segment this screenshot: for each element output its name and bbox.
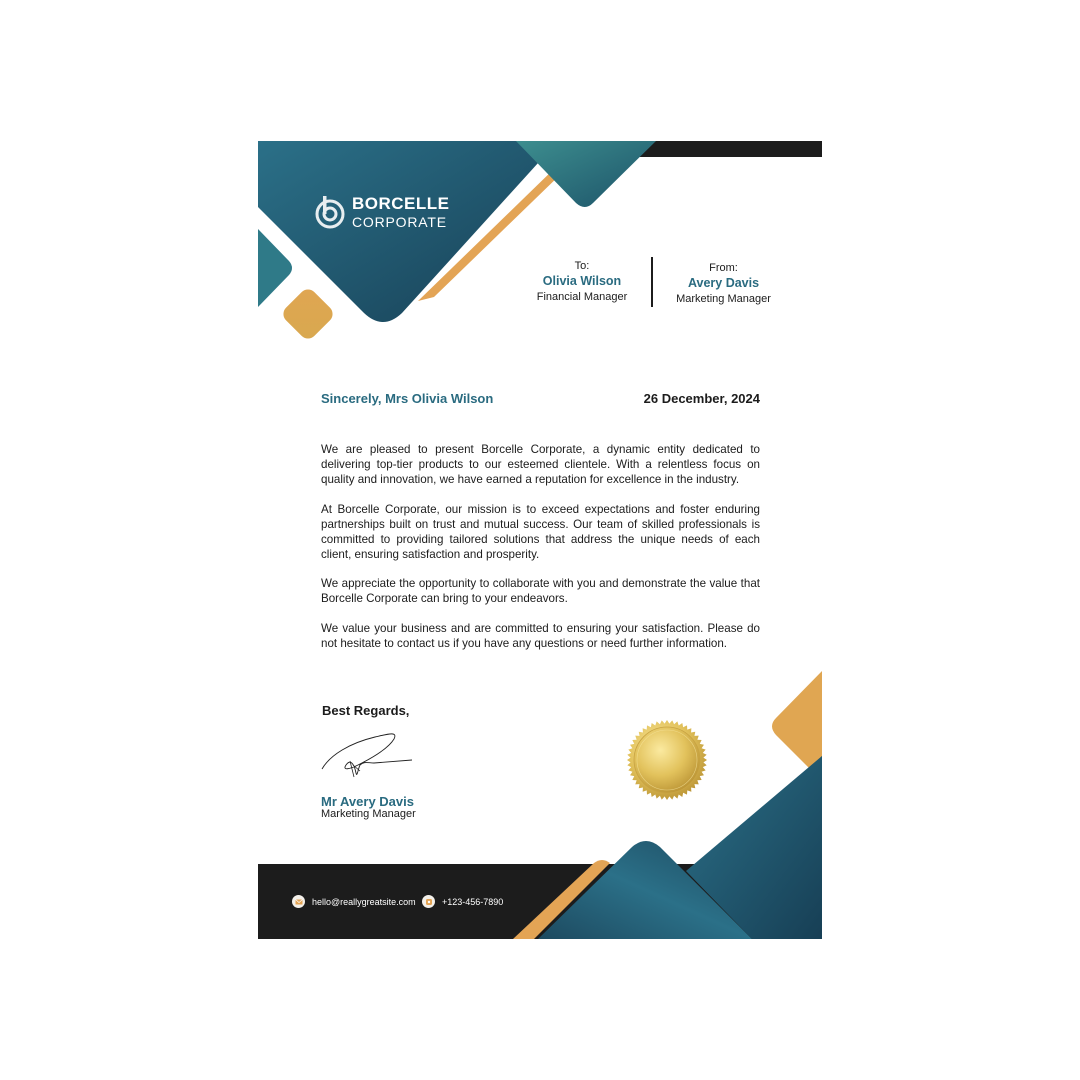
phone-icon bbox=[422, 895, 435, 908]
address-divider bbox=[651, 257, 653, 307]
sender-title: Marketing Manager bbox=[676, 292, 771, 305]
recipient-name: Olivia Wilson bbox=[542, 274, 622, 289]
salutation: Sincerely, Mrs Olivia Wilson bbox=[321, 391, 494, 406]
body-paragraph: We appreciate the opportunity to collaborate with you and demonstrate the value that Borcelle Corporate can bring to your endeavors. bbox=[321, 577, 760, 605]
signer-title: Marketing Manager bbox=[321, 808, 416, 820]
brand-logo bbox=[314, 194, 450, 230]
signer-name: Mr Avery Davis bbox=[321, 794, 414, 809]
body-paragraph: We value your business and are committed to ensuring your satisfaction. Please do not hesitate to contact us if you have any questions or need further information. bbox=[321, 621, 760, 650]
brand-name: BORCELLE bbox=[352, 194, 450, 213]
signature-image bbox=[320, 725, 414, 781]
brand-subname: CORPORATE bbox=[352, 214, 447, 230]
footer-email[interactable] bbox=[292, 895, 416, 908]
recipient-block bbox=[526, 259, 638, 304]
letterhead-page bbox=[258, 141, 822, 939]
sender-prefix: From: bbox=[709, 262, 738, 274]
recipient-prefix: To: bbox=[574, 260, 590, 272]
body-paragraph: At Borcelle Corporate, our mission is to exceed expectations and foster enduring partnerships built on trust and mutual success. Our team of skilled professionals is committed to providing tailored solutions that address the unique needs of each client, ensuring satisfaction and prosperity. bbox=[321, 502, 760, 561]
letter-body bbox=[321, 442, 760, 665]
sender-block bbox=[666, 261, 781, 306]
brand-mark-icon bbox=[314, 194, 346, 230]
recipient-title: Financial Manager bbox=[536, 290, 628, 303]
email-text: hello@reallygreatsite.com bbox=[312, 896, 416, 907]
phone-text: +123-456-7890 bbox=[442, 896, 504, 907]
mail-icon bbox=[292, 895, 305, 908]
footer-phone[interactable] bbox=[422, 895, 503, 908]
closing: Best Regards, bbox=[322, 703, 410, 718]
sender-name: Avery Davis bbox=[687, 276, 760, 291]
gold-seal-icon bbox=[626, 719, 708, 801]
body-paragraph: We are pleased to present Borcelle Corporate, a dynamic entity dedicated to delivering top-tier products to our esteemed clientele. With a relentless focus on quality and innovation, we have earned a reputation for excellence in the industry. bbox=[321, 443, 760, 486]
letter-date: 26 December, 2024 bbox=[643, 391, 760, 406]
